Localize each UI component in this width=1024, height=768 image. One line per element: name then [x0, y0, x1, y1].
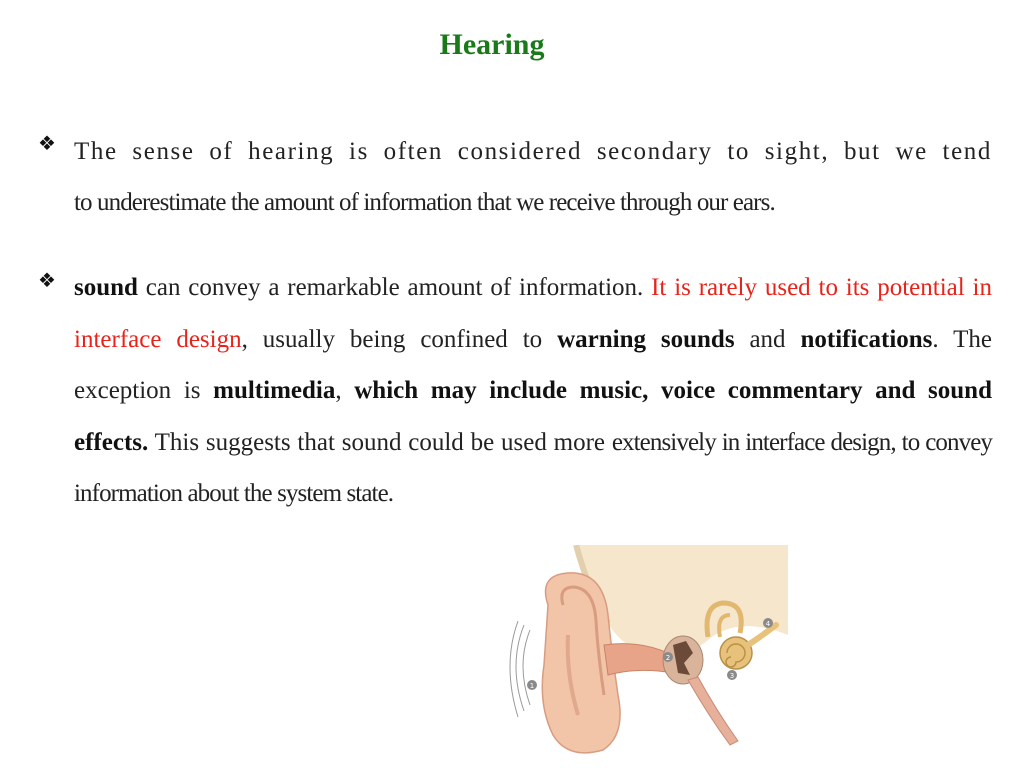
label-marker-1 [527, 680, 537, 690]
ear-anatomy-illustration [508, 545, 788, 755]
bold-term-notifications: notifications [800, 325, 933, 353]
paragraph-line: to underestimate the amount of information that we receive through our ears. [74, 189, 775, 216]
sound-waves-icon [510, 621, 530, 717]
svg-text:2: 2 [665, 654, 671, 662]
text-segment: and [734, 325, 801, 353]
bold-term-multimedia: multimedia [213, 377, 336, 404]
bullet-diamond-icon: ❖ [38, 268, 56, 292]
label-marker-2 [663, 652, 673, 662]
bold-term-media-types: which may include music, voice commentary and sound effects. [74, 377, 992, 456]
text-segment: extensively in interface design, to convey information about the system state. [74, 428, 992, 507]
slide-title: Hearing [439, 28, 545, 61]
text-segment: This suggests that sound could be used more [148, 428, 612, 456]
text-segment: . The exception is [74, 325, 992, 404]
svg-text:3: 3 [729, 672, 735, 680]
eustachian-tube-shape [688, 677, 738, 745]
text-segment: can convey a remarkable amount of information. [137, 274, 652, 301]
label-marker-3 [727, 670, 737, 680]
svg-text:4: 4 [765, 620, 771, 628]
auditory-nerve-shape [748, 625, 776, 645]
bold-term-sound: sound [74, 274, 138, 301]
text-segment: , usually being confined to [241, 325, 558, 353]
paragraph-line: The sense of hearing is often considered secondary to sight, but we tend [74, 138, 992, 165]
bold-term-warning-sounds: warning sounds [557, 325, 735, 353]
highlighted-text: It is rarely used to its potential in interface design [74, 274, 992, 353]
paragraph-sound [74, 262, 992, 520]
label-marker-4 [763, 618, 773, 628]
text-segment: , [335, 377, 355, 404]
svg-text:1: 1 [529, 682, 535, 690]
bullet-diamond-icon: ❖ [38, 131, 56, 155]
paragraph-hearing-intro [74, 126, 992, 228]
